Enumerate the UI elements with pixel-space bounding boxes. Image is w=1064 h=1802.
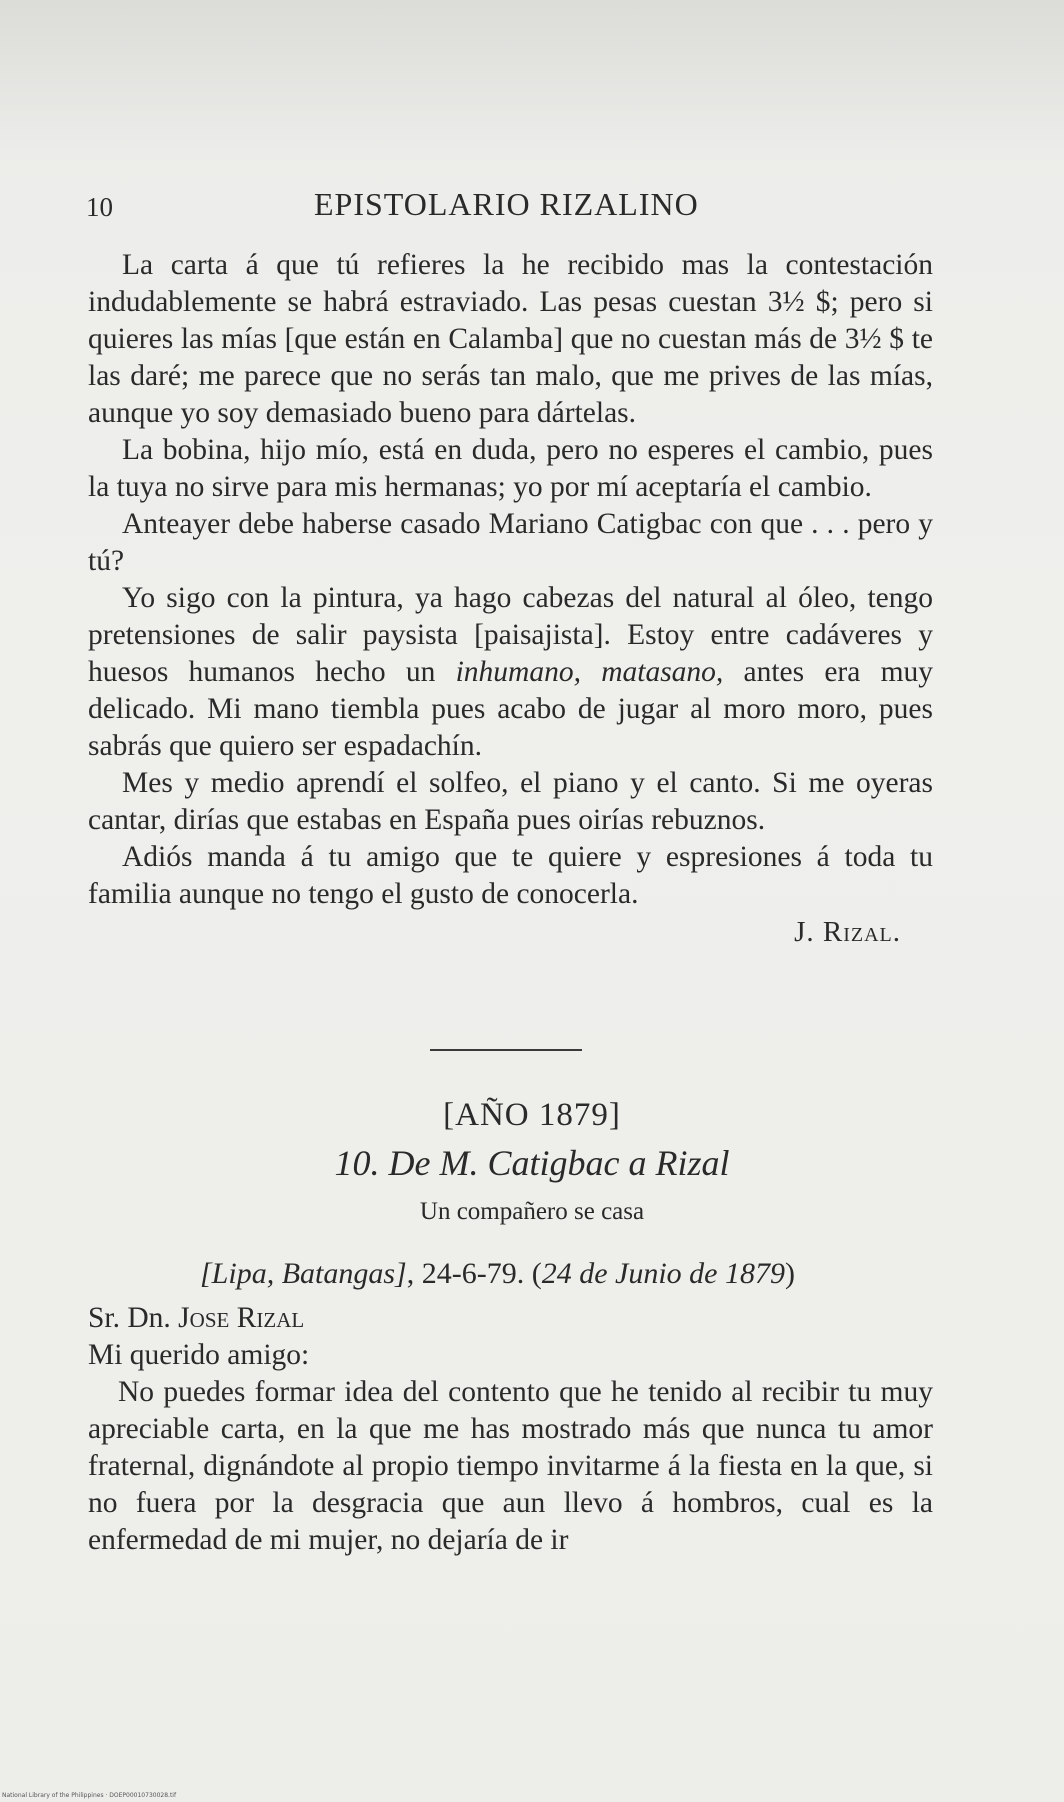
dateline-date-long: 24 de Junio de 1879: [541, 1257, 785, 1290]
book-title: EPISTOLARIO RIZALINO: [314, 186, 699, 222]
letter-subtitle: Un compañero se casa: [419, 1198, 645, 1225]
previous-letter: [88, 247, 933, 951]
section-divider: [430, 1049, 582, 1051]
salutation: [88, 1300, 933, 1337]
dateline: [200, 1257, 795, 1291]
page-shadow: [0, 0, 1064, 160]
paragraph: Adiós manda á tu amigo que te quiere y espresiones á toda tu familia aunque no tengo el gusto de conocerla.: [88, 841, 933, 910]
year-heading: [AÑO 1879]: [443, 1097, 621, 1133]
paragraph: Anteayer debe haberse casado Mariano Catigbac con que . . . pero y tú?: [88, 508, 933, 577]
salutation-prefix: Sr. Dn.: [88, 1302, 179, 1334]
paragraph: No puedes formar idea del contento que he tenido al recibir tu muy apreciable carta, en la que me has mostrado más que nunca tu amor fraternal, dignándote al propio tiempo invitarme á la fiesta en la que, si no fuera por la desgracia que aun llevo á hombros, cual es la enfermedad de mi mujer, no dejaría de ir: [88, 1376, 933, 1556]
paragraph: La bobina, hijo mío, está en duda, pero no esperes el cambio, pues la tuya no sirve para mis hermanas; yo por mí aceptaría el cambio.: [88, 434, 933, 503]
greeting: Mi querido amigo:: [88, 1339, 310, 1371]
paragraph: Mes y medio aprendí el solfeo, el piano y el canto. Si me oyeras cantar, dirías que estabas en España pues oirías rebuznos.: [88, 767, 933, 836]
italic-phrase: inhumano, matasano,: [455, 656, 724, 688]
page-number: 10: [86, 192, 113, 222]
scan-credit: National Library of the Philippines · DOEP00010730028.tif: [2, 1792, 177, 1799]
salutation-name: Jose Rizal: [178, 1302, 305, 1334]
dateline-close: ): [784, 1257, 795, 1290]
current-letter: [88, 1300, 933, 1559]
signature: J. Rizal.: [794, 916, 901, 948]
paragraph-text: antes era muy delicado. Mi mano tiembla pues acabo de jugar al moro moro, pues sabrás que quiero ser espadachín.: [88, 656, 934, 762]
letter-title: 10. De M. Catigbac a Rizal: [334, 1143, 730, 1183]
dateline-date: , 24-6-79. (: [406, 1257, 542, 1290]
paragraph-text: Yo sigo con la pintura, ya hago cabezas del natural al óleo, tengo pretensiones de salir paysista [paisajista]. Estoy entre cadáveres y huesos humanos hecho un: [88, 582, 933, 688]
running-head: [86, 182, 936, 232]
dateline-place: [Lipa, Batangas]: [200, 1257, 407, 1290]
paragraph: [88, 580, 933, 765]
paragraph: La carta á que tú refieres la he recibido mas la contestación indudablemente se habrá estraviado. Las pesas cuestan 3½ $; pero si quieres las mías [que están en Calamba] que no cuestan más de 3½ $ te las daré; me parece que no serás tan malo, que me prives de las mías, aunque yo soy demasiado bueno para dártelas.: [88, 249, 933, 429]
